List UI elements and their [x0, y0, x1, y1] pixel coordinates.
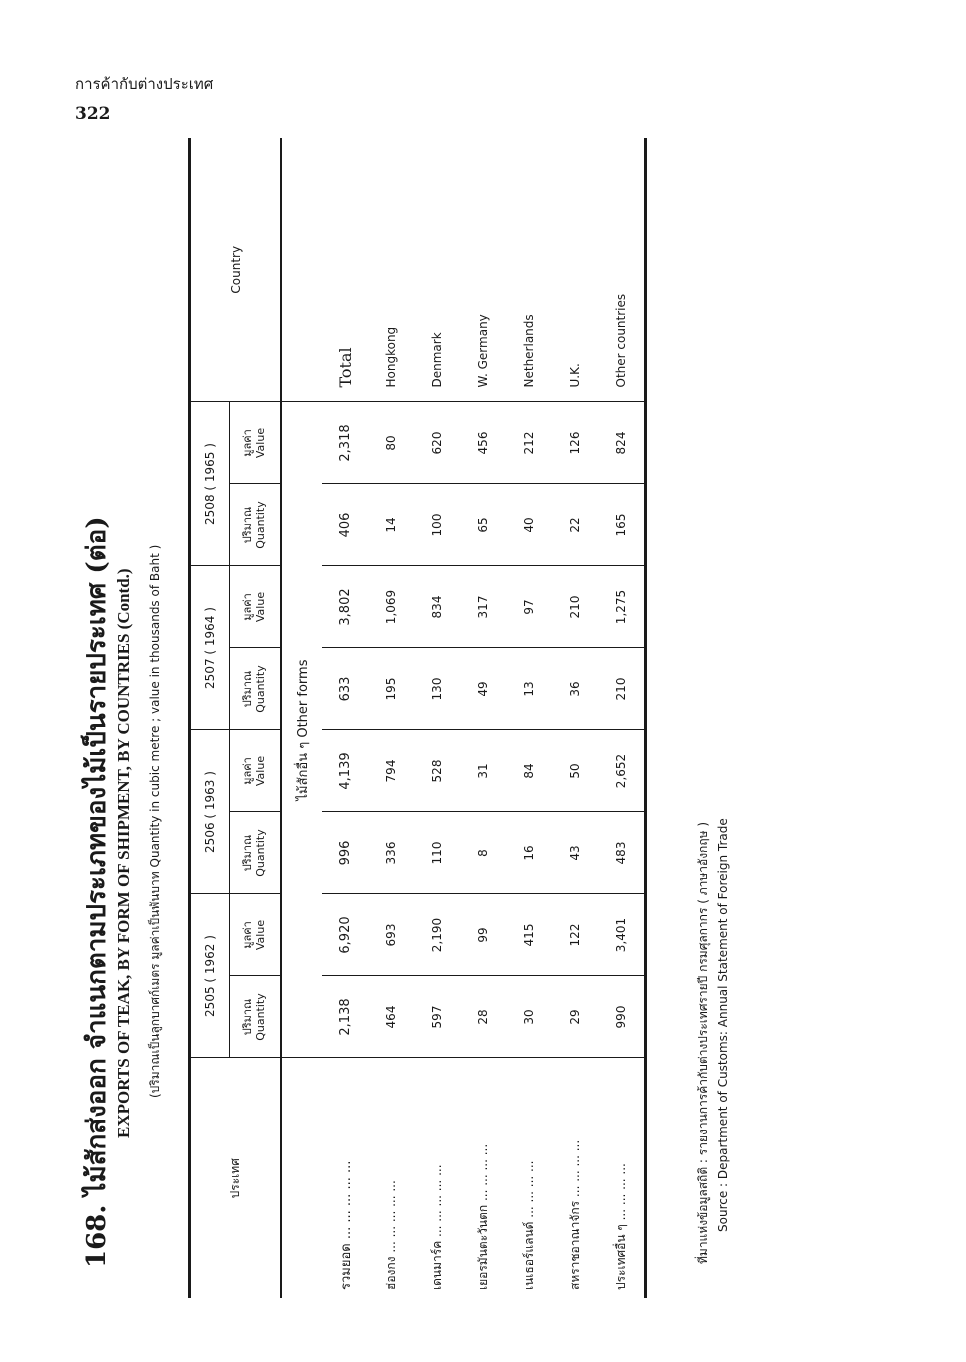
country-th: เนเธอร์แลนด์ ... ... ... ... [521, 1160, 536, 1290]
cell: 14 [368, 484, 414, 566]
cell: 36 [552, 648, 598, 730]
country-th: ฮ่องกง ... ... ... ... ... [383, 1180, 398, 1290]
quantity-header: ปริมาณ Quantity [230, 812, 282, 894]
cell: 6,920 [322, 894, 368, 976]
section-label: ไม้สักอื่น ๆ Other forms [282, 402, 322, 1058]
table-row [598, 138, 646, 1298]
cell: 40 [506, 484, 552, 566]
country-en-header: Country [191, 138, 281, 402]
cell: 406 [322, 484, 368, 566]
cell: 13 [506, 648, 552, 730]
cell: 2,652 [598, 730, 646, 812]
cell: 212 [506, 402, 552, 484]
cell: 794 [368, 730, 414, 812]
table-title-english: EXPORTS OF TEAK, BY FORM OF SHIPMENT, BY COUNTRIES (Contd.) [114, 568, 133, 1138]
country-en: Denmark [414, 138, 460, 402]
country-th: สหราชอาณาจักร ... ... ... ... [567, 1139, 582, 1290]
page-number: 322 [75, 104, 111, 124]
cell: 165 [598, 484, 646, 566]
country-en: Hongkong [368, 138, 414, 402]
table-number: 168. [82, 1204, 112, 1268]
value-header: มูลค่า Value [230, 730, 282, 812]
table-row [552, 138, 598, 1298]
country-en: W. Germany [460, 138, 506, 402]
country-en: Other countries [598, 138, 646, 402]
cell: 31 [460, 730, 506, 812]
cell: 1,069 [368, 566, 414, 648]
value-header: มูลค่า Value [230, 402, 282, 484]
cell: 99 [460, 894, 506, 976]
table-row [460, 138, 506, 1298]
cell: 415 [506, 894, 552, 976]
cell: 464 [368, 976, 414, 1058]
cell: 50 [552, 730, 598, 812]
cell: 80 [368, 402, 414, 484]
cell: 336 [368, 812, 414, 894]
cell: 3,802 [322, 566, 368, 648]
cell: 2,138 [322, 976, 368, 1058]
section-row [282, 138, 322, 1298]
quantity-header: ปริมาณ Quantity [230, 648, 282, 730]
country-th: ประเทศอื่น ๆ ... ... ... ... [613, 1163, 628, 1290]
cell: 528 [414, 730, 460, 812]
year-header: 2508 ( 1965 ) [191, 402, 230, 566]
country-th: รวมยอด ... ... ... ... ... [338, 1160, 354, 1290]
cell: 633 [322, 648, 368, 730]
title-thai-text: ไม้สักส่งออก จำแนกตามประเภทของไม้เป็นรายประเทศ (ต่อ) [82, 516, 112, 1196]
cell: 126 [552, 402, 598, 484]
cell: 990 [598, 976, 646, 1058]
rotated-table-page [66, 118, 746, 1328]
country-th: เยอรมันตะวันตก ... ... ... ... [475, 1143, 490, 1290]
running-header: การค้ากับต่างประเทศ [75, 75, 214, 93]
cell: 195 [368, 648, 414, 730]
cell: 996 [322, 812, 368, 894]
cell: 122 [552, 894, 598, 976]
year-header-row [191, 138, 230, 1298]
country-th: เดนมาร์ค ... ... ... ... ... [429, 1164, 444, 1290]
table-row [322, 138, 368, 1298]
cell: 100 [414, 484, 460, 566]
source-thai: ที่มาแห่งข้อมูลสถิติ : รายงานการค้ากับต่างประเทศรายปี กรมศุลกากร ( ภาษาอังกฤษ ) [696, 822, 710, 1264]
cell: 16 [506, 812, 552, 894]
year-header: 2505 ( 1962 ) [191, 894, 230, 1058]
cell: 43 [552, 812, 598, 894]
cell: 30 [506, 976, 552, 1058]
cell: 84 [506, 730, 552, 812]
cell: 824 [598, 402, 646, 484]
source-english: Source : Department of Customs: Annual Statement of Foreign Trade [716, 818, 730, 1232]
country-en: Netherlands [506, 138, 552, 402]
title-block [66, 118, 184, 1328]
cell: 834 [414, 566, 460, 648]
country-th-header: ประเทศ [228, 1158, 242, 1199]
cell: 49 [460, 648, 506, 730]
cell: 597 [414, 976, 460, 1058]
cell: 483 [598, 812, 646, 894]
cell: 130 [414, 648, 460, 730]
year-header: 2507 ( 1964 ) [191, 566, 230, 730]
value-header: มูลค่า Value [230, 894, 282, 976]
teak-exports-table [188, 138, 647, 1298]
cell: 110 [414, 812, 460, 894]
country-en: Total [322, 138, 368, 402]
cell: 317 [460, 566, 506, 648]
quantity-header: ปริมาณ Quantity [230, 976, 282, 1058]
cell: 22 [552, 484, 598, 566]
year-header: 2506 ( 1963 ) [191, 730, 230, 894]
cell: 456 [460, 402, 506, 484]
table-unit-note: (ปริมาณเป็นลูกบาศก์เมตร มูลค่าเป็นพันบาท Quantity in cubic metre ; value in thousands of Baht ) [148, 544, 162, 1098]
country-en: U.K. [552, 138, 598, 402]
cell: 693 [368, 894, 414, 976]
cell: 620 [414, 402, 460, 484]
cell: 8 [460, 812, 506, 894]
cell: 2,190 [414, 894, 460, 976]
cell: 29 [552, 976, 598, 1058]
cell: 65 [460, 484, 506, 566]
table-row [506, 138, 552, 1298]
cell: 210 [598, 648, 646, 730]
cell: 97 [506, 566, 552, 648]
table-row [368, 138, 414, 1298]
cell: 3,401 [598, 894, 646, 976]
cell: 1,275 [598, 566, 646, 648]
cell: 4,139 [322, 730, 368, 812]
cell: 210 [552, 566, 598, 648]
cell: 28 [460, 976, 506, 1058]
quantity-header: ปริมาณ Quantity [230, 484, 282, 566]
table-title-thai [76, 516, 117, 1268]
value-header: มูลค่า Value [230, 566, 282, 648]
cell: 2,318 [322, 402, 368, 484]
table-row [414, 138, 460, 1298]
